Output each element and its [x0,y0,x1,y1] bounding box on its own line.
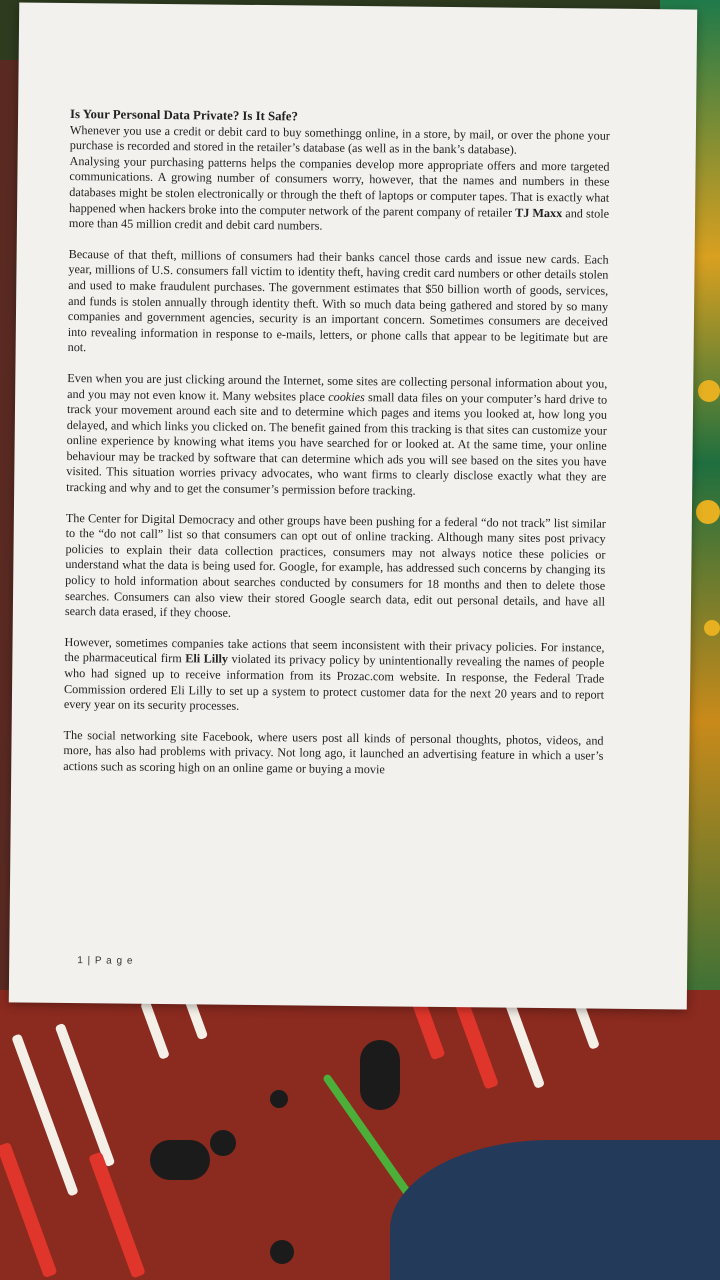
document-title: Is Your Personal Data Private? Is It Safe? [70,107,298,124]
fabric-stripe [0,1142,58,1278]
bold-company-name: TJ Maxx [515,205,563,220]
fabric-dot [698,380,720,402]
document-body [63,107,610,795]
paragraph-6-text-a: However, sometimes companies take actions that seem inconsistent with their privacy policies. For instance, the pharmaceutical firm [64,634,605,666]
paragraph-3: Because of that theft, millions of consumers had their banks cancel those cards and issue new cards. Each year, millions of U.S. consumers fall victim to identity theft, having credit card numbers or other details stolen and used to make fraudulent purchases. The government estimates that $50 billion worth of goods, services, and funds is stolen annually through identity theft. With so much data being gathered and stored by so many companies and government agencies, security is an important concern. Sometimes consumers are deceived into revealing information in response to e-mails, letters, or phone calls that appear to be legitimate but are not. [67,246,609,355]
paragraph-2-text-c: and stole more than 45 million credit and debit card numbers. [68,205,610,233]
fabric-dot [150,1140,210,1180]
fabric-dot [696,500,720,524]
paragraph-4-text-c: small data files on your computer’s hard drive to track your movement around each site and to determine which pages and items you looked at, how long you delayed, and which links you clicked on. The benefit gained from this tracking is that sites can customize your online experience by knowing what items you have searched for or looked at. At the same time, your online behaviour may be tracked by software that can determine which ads you will see based on the sites you have visited. This situation worries privacy advocates, who want firms to clearly disclose exactly what they are tracking and why and to get the consumer’s permission before tracking. [66,389,608,498]
fabric-dot [270,1090,288,1108]
paragraph-4 [66,371,607,501]
paragraph-4-text-a: Even when you are just clicking around the Internet, some sites are collecting personal information about you, and you may not even know it. Many websites place [67,370,608,404]
document-page [9,2,697,1009]
fabric-stripe [140,1000,170,1060]
italic-term: cookies [328,389,365,404]
paragraph-2 [69,154,610,238]
paragraph-2-text-a: Analysing your purchasing patterns helps the companies develop more appropriate offers and more targeted communications. A growing number of consumers worry, however, that the names and numbers in these databases might be stolen electronically or through the theft of laptops or computer tapes. That is exactly what happened when hackers broke into the computer network of the parent company of retailer [69,153,610,220]
paragraph-7: The social networking site Facebook, where users post all kinds of personal thoughts, photos, videos, and more, has also had problems with privacy. Not long ago, it launched an advertising feature in which a user’s actions such as scoring high on an online game or buying a movie [63,727,604,777]
fabric-stripe [88,1152,146,1279]
fabric-stripe [55,1023,116,1167]
paragraph-5: The Center for Digital Democracy and other groups have been pushing for a federal “do not track” list similar to the “do not call” list so that consumers can opt out of online tracking. Although many sites post privacy policies to explain their data collection practices, consumers may not always notice these policies or understand what the data is being used for. Google, for example, has addressed such concerns by changing its policy to hold information about searches conducted by consumers for 18 months and then to delete those searches. Consumers can also view their stored Google search data, edit out personal details, and have all search data erased, if they choose. [64,510,606,620]
paragraph-1: Whenever you use a credit or debit card to buy somethingg online, in a store, by mail, or over the phone your purchase is recorded and stored in the retailer’s database (as well as in the bank’s database). [69,122,610,157]
fabric-dot [704,620,720,636]
fabric-dot [210,1130,236,1156]
bold-firm-name: Eli Lilly [185,651,229,667]
paragraph-6-text-c: violated its privacy policy by unintentionally revealing the names of people who had signed up to receive information from its Prozac.com website. In response, the Federal Trade Commission ordered Eli Lilly to set up a system to protect customer data for the next 20 years and to report every year on its security processes. [63,652,605,714]
fabric-stripe [505,1001,545,1089]
fabric-dot [270,1240,294,1264]
paragraph-6 [64,635,605,719]
page-number: 1 | P a g e [77,955,134,967]
fabric-dot [360,1040,400,1110]
fabric-stripe [455,1000,499,1089]
